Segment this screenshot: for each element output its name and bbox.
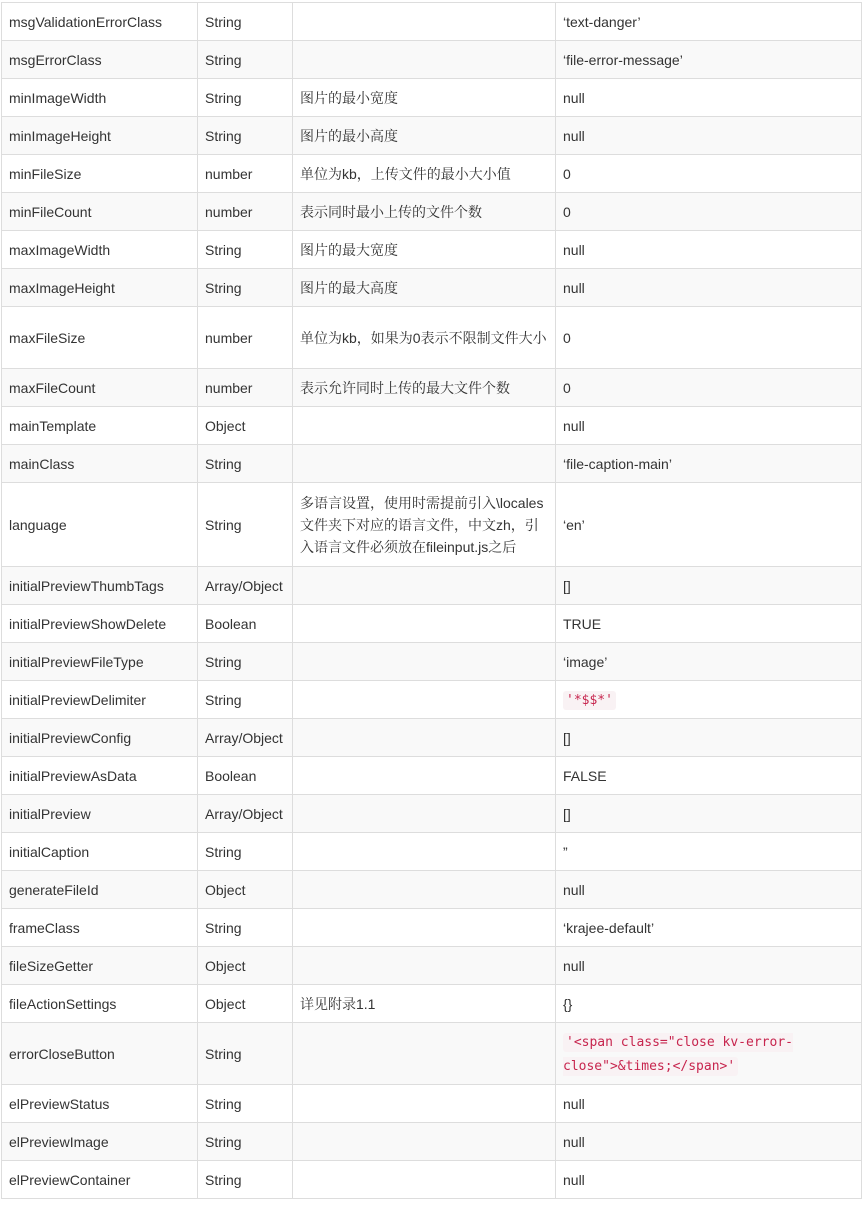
option-description-cell bbox=[293, 833, 556, 871]
option-type-cell: Object bbox=[198, 407, 293, 445]
table-row bbox=[2, 407, 862, 445]
table-row bbox=[2, 155, 862, 193]
table-row bbox=[2, 567, 862, 605]
option-name-cell: initialPreviewDelimiter bbox=[2, 681, 198, 719]
table-row bbox=[2, 795, 862, 833]
option-description-cell bbox=[293, 1023, 556, 1085]
table-row bbox=[2, 41, 862, 79]
option-description-cell: 表示允许同时上传的最大文件个数 bbox=[293, 369, 556, 407]
option-description-cell bbox=[293, 681, 556, 719]
option-name-cell: generateFileId bbox=[2, 871, 198, 909]
table-row bbox=[2, 193, 862, 231]
option-name-cell: frameClass bbox=[2, 909, 198, 947]
option-description-cell: 图片的最小宽度 bbox=[293, 79, 556, 117]
table-row bbox=[2, 985, 862, 1023]
option-name-cell: initialPreviewShowDelete bbox=[2, 605, 198, 643]
option-description-cell bbox=[293, 757, 556, 795]
option-type-cell: Array/Object bbox=[198, 719, 293, 757]
option-type-cell: String bbox=[198, 269, 293, 307]
option-type-cell: number bbox=[198, 155, 293, 193]
option-default-cell: null bbox=[556, 1085, 862, 1123]
table-row bbox=[2, 269, 862, 307]
option-type-cell: String bbox=[198, 1123, 293, 1161]
option-default-cell: null bbox=[556, 1161, 862, 1199]
table-row bbox=[2, 79, 862, 117]
option-type-cell: String bbox=[198, 1023, 293, 1085]
table-row bbox=[2, 605, 862, 643]
option-description-cell bbox=[293, 41, 556, 79]
table-row bbox=[2, 483, 862, 567]
option-description-cell bbox=[293, 1085, 556, 1123]
table-row bbox=[2, 947, 862, 985]
code-literal: '<span class="close kv-error-close">&times;</span>' bbox=[563, 1034, 793, 1074]
table-row bbox=[2, 231, 862, 269]
option-name-cell: initialPreview bbox=[2, 795, 198, 833]
option-name-cell: maxImageHeight bbox=[2, 269, 198, 307]
option-default-cell: ‘krajee-default’ bbox=[556, 909, 862, 947]
option-type-cell: String bbox=[198, 681, 293, 719]
option-default-cell: null bbox=[556, 1123, 862, 1161]
option-description-cell bbox=[293, 1123, 556, 1161]
option-description-cell bbox=[293, 947, 556, 985]
options-table bbox=[1, 2, 862, 1199]
option-default-cell bbox=[556, 1023, 862, 1085]
table-row bbox=[2, 1085, 862, 1123]
table-row bbox=[2, 1123, 862, 1161]
option-default-cell: ‘file-caption-main’ bbox=[556, 445, 862, 483]
table-row bbox=[2, 1023, 862, 1085]
table-row bbox=[2, 445, 862, 483]
option-description-cell: 图片的最小高度 bbox=[293, 117, 556, 155]
option-default-cell: [] bbox=[556, 795, 862, 833]
option-default-cell: 0 bbox=[556, 369, 862, 407]
option-type-cell: String bbox=[198, 1085, 293, 1123]
option-type-cell: String bbox=[198, 3, 293, 41]
option-name-cell: maxFileSize bbox=[2, 307, 198, 369]
table-row bbox=[2, 369, 862, 407]
option-description-cell: 表示同时最小上传的文件个数 bbox=[293, 193, 556, 231]
option-type-cell: Boolean bbox=[198, 757, 293, 795]
table-row bbox=[2, 833, 862, 871]
option-default-cell: null bbox=[556, 947, 862, 985]
option-default-cell: [] bbox=[556, 567, 862, 605]
option-name-cell: maxImageWidth bbox=[2, 231, 198, 269]
option-default-cell: FALSE bbox=[556, 757, 862, 795]
option-name-cell: errorCloseButton bbox=[2, 1023, 198, 1085]
table-row bbox=[2, 757, 862, 795]
table-row bbox=[2, 871, 862, 909]
option-default-cell: null bbox=[556, 407, 862, 445]
option-default-cell: ‘image’ bbox=[556, 643, 862, 681]
option-name-cell: mainTemplate bbox=[2, 407, 198, 445]
option-default-cell: ” bbox=[556, 833, 862, 871]
option-description-cell bbox=[293, 605, 556, 643]
option-default-cell: 0 bbox=[556, 307, 862, 369]
option-description-cell bbox=[293, 567, 556, 605]
option-description-cell bbox=[293, 445, 556, 483]
option-type-cell: Object bbox=[198, 985, 293, 1023]
table-row bbox=[2, 719, 862, 757]
code-literal: '*$$*' bbox=[563, 691, 616, 710]
option-name-cell: fileSizeGetter bbox=[2, 947, 198, 985]
option-description-cell: 图片的最大高度 bbox=[293, 269, 556, 307]
option-default-cell: null bbox=[556, 79, 862, 117]
option-type-cell: String bbox=[198, 231, 293, 269]
option-name-cell: msgErrorClass bbox=[2, 41, 198, 79]
option-default-cell: null bbox=[556, 871, 862, 909]
option-type-cell: Array/Object bbox=[198, 795, 293, 833]
option-name-cell: initialCaption bbox=[2, 833, 198, 871]
option-default-cell: ‘en’ bbox=[556, 483, 862, 567]
option-description-cell bbox=[293, 643, 556, 681]
option-name-cell: minFileSize bbox=[2, 155, 198, 193]
option-description-cell: 图片的最大宽度 bbox=[293, 231, 556, 269]
option-default-cell: [] bbox=[556, 719, 862, 757]
option-default-cell: null bbox=[556, 269, 862, 307]
option-type-cell: String bbox=[198, 483, 293, 567]
option-name-cell: elPreviewImage bbox=[2, 1123, 198, 1161]
table-row bbox=[2, 3, 862, 41]
option-name-cell: msgValidationErrorClass bbox=[2, 3, 198, 41]
option-name-cell: elPreviewStatus bbox=[2, 1085, 198, 1123]
option-default-cell: TRUE bbox=[556, 605, 862, 643]
option-type-cell: number bbox=[198, 369, 293, 407]
option-default-cell: null bbox=[556, 117, 862, 155]
option-name-cell: initialPreviewThumbTags bbox=[2, 567, 198, 605]
table-row bbox=[2, 1161, 862, 1199]
option-type-cell: String bbox=[198, 643, 293, 681]
option-description-cell bbox=[293, 407, 556, 445]
option-description-cell bbox=[293, 871, 556, 909]
option-description-cell: 单位为kb，上传文件的最小大小值 bbox=[293, 155, 556, 193]
option-name-cell: fileActionSettings bbox=[2, 985, 198, 1023]
option-type-cell: Object bbox=[198, 871, 293, 909]
option-description-cell bbox=[293, 719, 556, 757]
table-row bbox=[2, 681, 862, 719]
option-type-cell: String bbox=[198, 1161, 293, 1199]
option-type-cell: String bbox=[198, 909, 293, 947]
option-type-cell: String bbox=[198, 41, 293, 79]
option-type-cell: Boolean bbox=[198, 605, 293, 643]
option-type-cell: Object bbox=[198, 947, 293, 985]
option-name-cell: elPreviewContainer bbox=[2, 1161, 198, 1199]
table-row bbox=[2, 307, 862, 369]
option-default-cell: 0 bbox=[556, 193, 862, 231]
option-name-cell: minImageWidth bbox=[2, 79, 198, 117]
table-row bbox=[2, 909, 862, 947]
option-description-cell bbox=[293, 3, 556, 41]
option-description-cell bbox=[293, 1161, 556, 1199]
option-description-cell bbox=[293, 909, 556, 947]
table-row bbox=[2, 643, 862, 681]
option-default-cell: {} bbox=[556, 985, 862, 1023]
option-name-cell: language bbox=[2, 483, 198, 567]
options-table-body bbox=[2, 3, 862, 1199]
option-default-cell: 0 bbox=[556, 155, 862, 193]
option-default-cell: null bbox=[556, 231, 862, 269]
option-type-cell: String bbox=[198, 79, 293, 117]
option-type-cell: String bbox=[198, 833, 293, 871]
option-description-cell bbox=[293, 795, 556, 833]
option-name-cell: mainClass bbox=[2, 445, 198, 483]
option-type-cell: number bbox=[198, 193, 293, 231]
option-type-cell: Array/Object bbox=[198, 567, 293, 605]
option-name-cell: initialPreviewAsData bbox=[2, 757, 198, 795]
option-default-cell bbox=[556, 681, 862, 719]
option-default-cell: ‘text-danger’ bbox=[556, 3, 862, 41]
option-type-cell: String bbox=[198, 117, 293, 155]
option-type-cell: String bbox=[198, 445, 293, 483]
option-description-cell: 单位为kb，如果为0表示不限制文件大小 bbox=[293, 307, 556, 369]
option-default-cell: ‘file-error-message’ bbox=[556, 41, 862, 79]
option-name-cell: initialPreviewConfig bbox=[2, 719, 198, 757]
option-name-cell: minFileCount bbox=[2, 193, 198, 231]
option-name-cell: minImageHeight bbox=[2, 117, 198, 155]
table-row bbox=[2, 117, 862, 155]
option-description-cell: 多语言设置，使用时需提前引入\locales文件夹下对应的语言文件，中文zh，引入语言文件必须放在fileinput.js之后 bbox=[293, 483, 556, 567]
option-name-cell: maxFileCount bbox=[2, 369, 198, 407]
option-description-cell: 详见附录1.1 bbox=[293, 985, 556, 1023]
option-type-cell: number bbox=[198, 307, 293, 369]
option-name-cell: initialPreviewFileType bbox=[2, 643, 198, 681]
